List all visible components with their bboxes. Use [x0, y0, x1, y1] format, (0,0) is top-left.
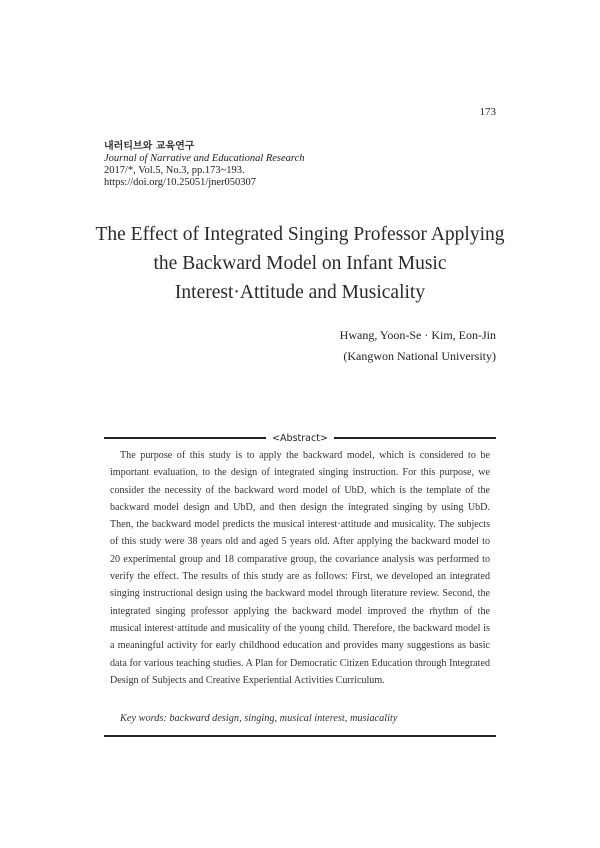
journal-korean-title: 내러티브와 교육연구: [104, 141, 195, 152]
journal-doi[interactable]: https://doi.org/10.25051/jner050307: [104, 177, 257, 188]
affiliation: (Kangwon National University): [343, 349, 496, 363]
journal-info: [104, 141, 305, 189]
abstract-text: The purpose of this study is to apply the backward model, which is considered to be important evaluation, to the design of integrated singing instruction. For this purpose, we consider the necessity of the backward word model of UbD, which is the template of the backward model design and UbD, and then design the integrated singing by using UbD. Then, the backward model predicts the musical interest·attitude and musicality. The subjects of this study were 38 years old and aged 5 years old. After applying the backward model to 20 experimental group and 18 comparative group, the covariance analysis was performed to verify the effect. The results of this study are as follows: First, we developed an integrated singing instructional design using the backward model through literature review. Second, the integrated singing professor applying the backward model improved the rhythm of the musical interest·attitude and musicality of the young child. Therefore, the backward model is a meaningful activity for early childhood education and provides many suggestions as basic data for various teaching studies. A Plan for Democratic Citizen Education through Integrated Design of Subjects and Creative Experiential Activities Curriculum.: [110, 450, 490, 686]
abstract-label: <Abstract>: [272, 432, 328, 444]
abstract-header: [104, 431, 496, 445]
keywords: Key words: backward design, singing, musical interest, musiacality: [120, 713, 398, 724]
journal-english-title: Journal of Narrative and Educational Research: [104, 153, 305, 164]
paper-title: The Effect of Integrated Singing Professor Applying the Backward Model on Infant Music Interest·Attitude and Musicality: [95, 224, 505, 303]
abstract-bottom-rule: [104, 735, 496, 737]
page-number: 173: [479, 106, 496, 118]
abstract-rule-left: [104, 437, 266, 439]
authors: Hwang, Yoon-Se · Kim, Eon-Jin: [339, 328, 496, 342]
abstract-rule-right: [334, 437, 496, 439]
author-block: [340, 325, 496, 367]
journal-issue: 2017/*, Vol.5, No.3, pp.173~193.: [104, 165, 245, 176]
